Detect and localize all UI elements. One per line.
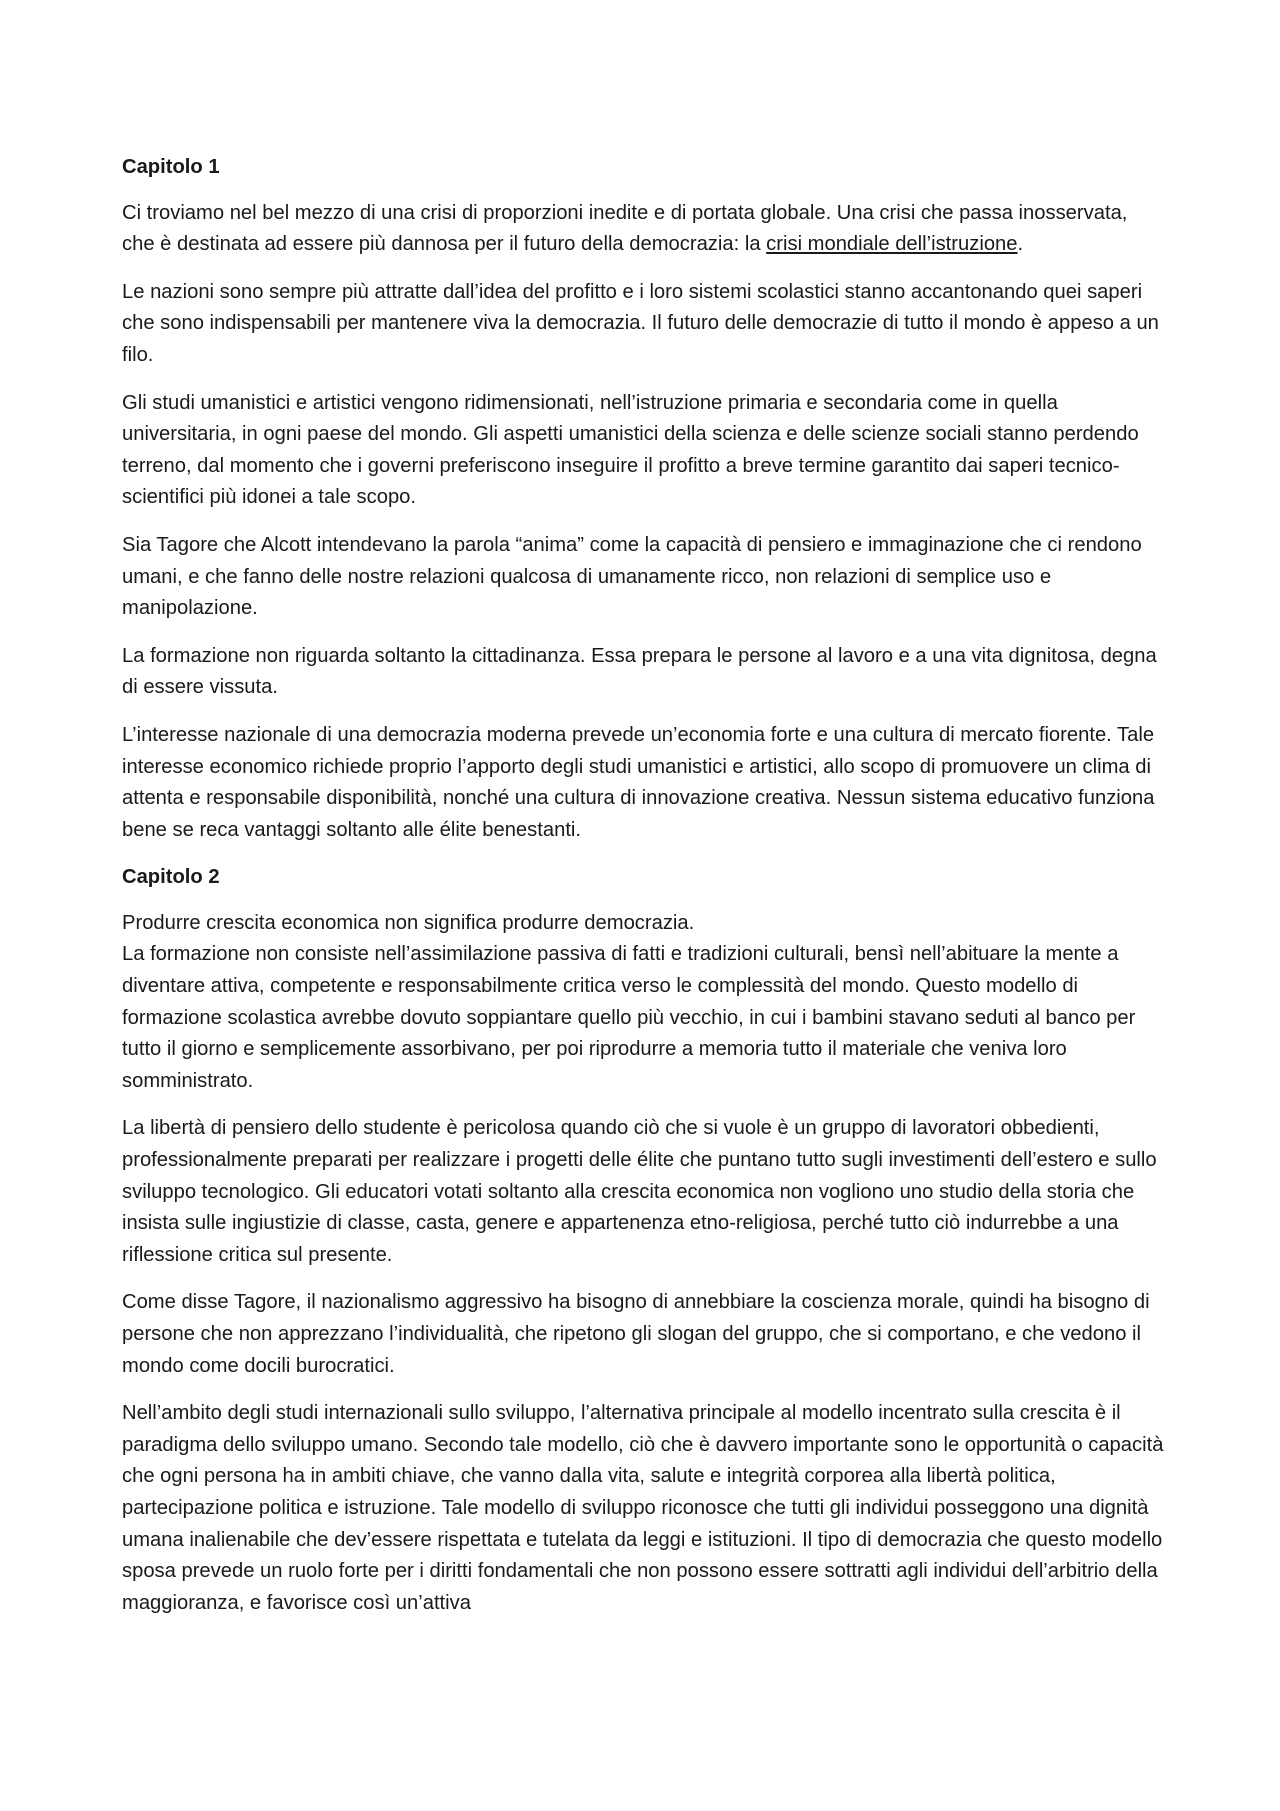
- chapter-2-paragraph-5: Nell’ambito degli studi internazionali sullo sviluppo, l’alternativa principale al modello incentrato sulla crescita è il paradigma dello sviluppo umano. Secondo tale modello, ciò che è davvero importante sono le opportunità o capacità che ogni persona ha in ambiti chiave, che vanno dalla vita, salute e integrità corporea alla libertà politica, partecipazione politica e istruzione. Tale modello di sviluppo riconosce che tutti gli individui posseggono una dignità umana inalienabile che dev’essere rispettata e tutelata da leggi e istituzioni. Il tipo di democrazia che questo modello sposa prevede un ruolo forte per i diritti fondamentali che non possono essere sottratti agli individui dell’arbitrio della maggioranza, e favorisce così un’attiva: [122, 1402, 1164, 1614]
- document-body: [122, 152, 1164, 1635]
- chapter-1-paragraph-5: La formazione non riguarda soltanto la cittadinanza. Essa prepara le persone al lavoro e a una vita dignitosa, degna di essere vissuta.: [122, 644, 1157, 699]
- chapter-1-paragraph-1: [122, 198, 1164, 261]
- chapter-1-paragraph-3: Gli studi umanistici e artistici vengono ridimensionati, nell’istruzione primaria e secondaria come in quella universitaria, in ogni paese del mondo. Gli aspetti umanistici della scienza e delle scienze sociali stanno perdendo terreno, dal momento che i governi preferiscono inseguire il profitto a breve termine garantito dai saperi tecnico-scientifici più idonei a tale scopo.: [122, 391, 1139, 509]
- chapter-2-paragraph-2: La formazione non consiste nell’assimilazione passiva di fatti e tradizioni culturali, bensì nell’abituare la mente a diventare attiva, competente e responsabilmente critica verso le complessità del mondo. Questo modello di formazione scolastica avrebbe dovuto soppiantare quello più vecchio, in cui i bambini stavano seduti al banco per tutto il giorno e semplicemente assorbivano, per poi riprodurre a memoria tutto il materiale che veniva loro somministrato.: [122, 943, 1136, 1092]
- underlined-phrase: crisi mondiale dell’istruzione: [766, 233, 1018, 256]
- chapter-2-paragraph-1: Produrre crescita economica non significa produrre democrazia.: [122, 911, 695, 934]
- chapter-1-heading: Capitolo 1: [122, 156, 220, 178]
- chapter-2-heading: Capitolo 2: [122, 866, 220, 889]
- chapter-1-paragraph-1-end: .: [1017, 233, 1024, 256]
- chapter-1-paragraph-1-text: Ci troviamo nel bel mezzo di una crisi di proporzioni inedite e di portata globale. Una crisi che passa inosservata, che è destinata ad essere più dannosa per il futuro della democrazia: la: [122, 201, 1128, 256]
- chapter-1-paragraph-4: Sia Tagore che Alcott intendevano la parola “anima” come la capacità di pensiero e immaginazione che ci rendono umani, e che fanno delle nostre relazioni qualcosa di umanamente ricco, non relazioni di semplice uso e manipolazione.: [122, 533, 1142, 620]
- chapter-1-paragraph-6: L’interesse nazionale di una democrazia moderna prevede un’economia forte e una cultura di mercato fiorente. Tale interesse economico richiede proprio l’apporto degli studi umanistici e artistici, allo scopo di promuovere un clima di attenta e responsabile disponibilità, nonché una cultura di innovazione creativa. Nessun sistema educativo funziona bene se reca vantaggi soltanto alle élite benestanti.: [122, 723, 1155, 841]
- chapter-2-paragraph-3: La libertà di pensiero dello studente è pericolosa quando ciò che si vuole è un gruppo di lavoratori obbedienti, professionalmente preparati per realizzare i progetti delle élite che puntano tutto sugli investimenti dell’estero e sullo sviluppo tecnologico. Gli educatori votati soltanto alla crescita economica non vogliono uno studio della storia che insista sulle ingiustizie di classe, casta, genere e appartenenza etno-religiosa, perché tutto ciò indurrebbe a una riflessione critica sul presente.: [122, 1117, 1157, 1266]
- chapter-1-paragraph-2: Le nazioni sono sempre più attratte dall’idea del profitto e i loro sistemi scolastici stanno accantonando quei saperi che sono indispensabili per mantenere viva la democrazia. Il futuro delle democrazie di tutto il mondo è appeso a un filo.: [122, 280, 1159, 366]
- chapter-2-paragraph-4: Come disse Tagore, il nazionalismo aggressivo ha bisogno di annebbiare la coscienza morale, quindi ha bisogno di persone che non apprezzano l’individualità, che ripetono gli slogan del gruppo, che si comportano, e che vedono il mondo come docili burocratici.: [122, 1291, 1150, 1377]
